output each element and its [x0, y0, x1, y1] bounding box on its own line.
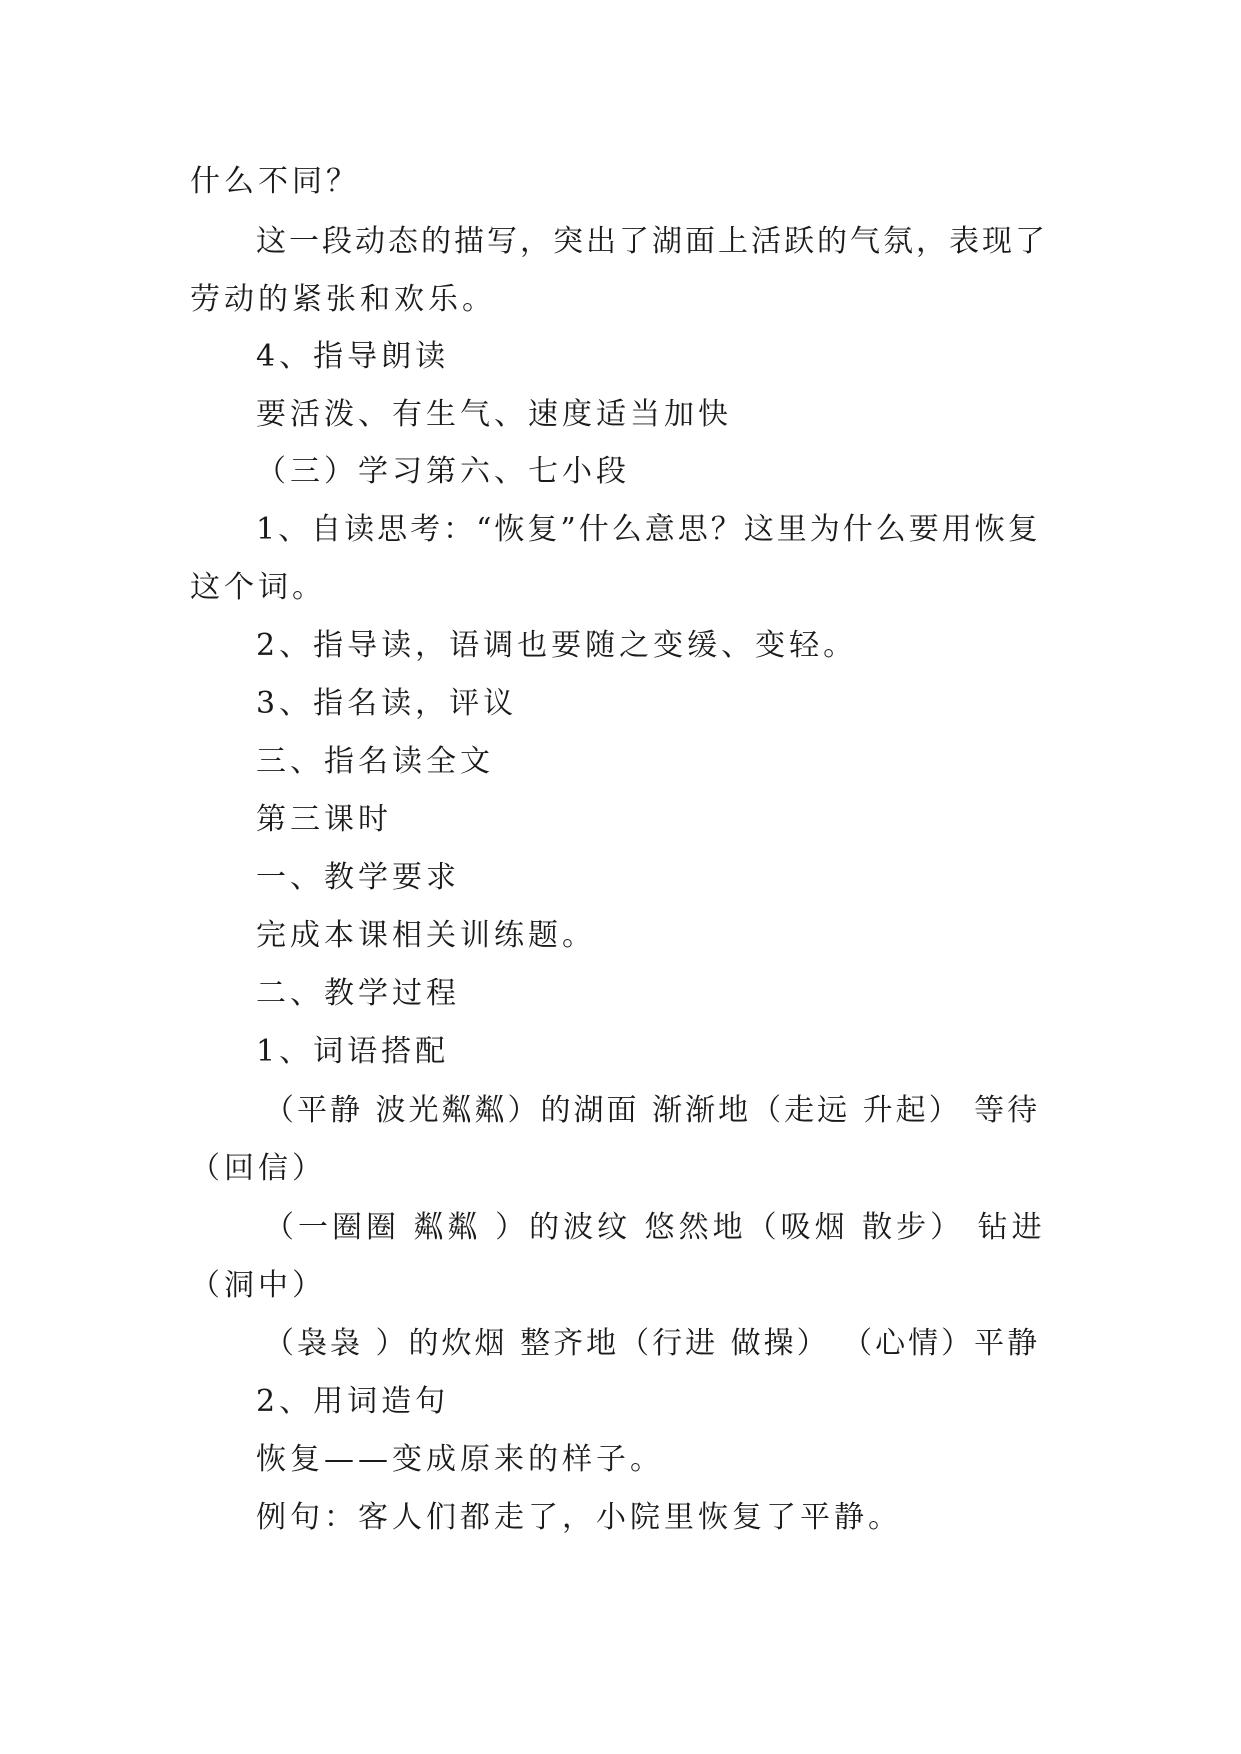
text-line: 什么不同？ — [190, 164, 360, 199]
word-match-line: （回信） — [190, 1151, 326, 1186]
text-line: 2、指导读，语调也要随之变缓、变轻。 — [256, 628, 858, 663]
text-line: 完成本课相关训练题。 — [256, 918, 596, 953]
text-line: 4、指导朗读 — [256, 339, 450, 374]
text-line: 三、指名读全文 — [256, 744, 494, 779]
word-match-line: （袅袅 ）的炊烟 整齐地（行进 做操） （心情）平静 — [264, 1326, 1041, 1361]
text-line: 劳动的紧张和欢乐。 — [190, 282, 496, 317]
text-line: 1、词语搭配 — [256, 1034, 450, 1069]
section-heading: 一、教学要求 — [256, 860, 460, 895]
section-heading: （三）学习第六、七小段 — [256, 454, 630, 489]
section-heading: 二、教学过程 — [256, 976, 460, 1011]
text-line: 2、用词造句 — [256, 1384, 450, 1419]
lesson-title: 第三课时 — [256, 802, 392, 837]
text-line: 3、指名读，评议 — [256, 686, 518, 721]
word-match-line: （平静 波光粼粼）的湖面 渐渐地（走远 升起） 等待 — [264, 1093, 1041, 1128]
text-line: 恢复——变成原来的样子。 — [256, 1442, 664, 1477]
text-line: 这一段动态的描写，突出了湖面上活跃的气氛，表现了 — [256, 224, 1048, 259]
example-sentence: 例句：客人们都走了，小院里恢复了平静。 — [256, 1500, 902, 1535]
text-line: 要活泼、有生气、速度适当加快 — [256, 397, 732, 432]
text-line: 这个词。 — [190, 570, 326, 605]
word-match-line: （一圈圈 粼粼 ）的波纹 悠然地（吸烟 散步） 钻进 — [264, 1210, 1046, 1245]
word-match-line: （洞中） — [190, 1268, 326, 1303]
text-line: 1、自读思考：“恢复”什么意思？这里为什么要用恢复 — [256, 512, 1041, 547]
